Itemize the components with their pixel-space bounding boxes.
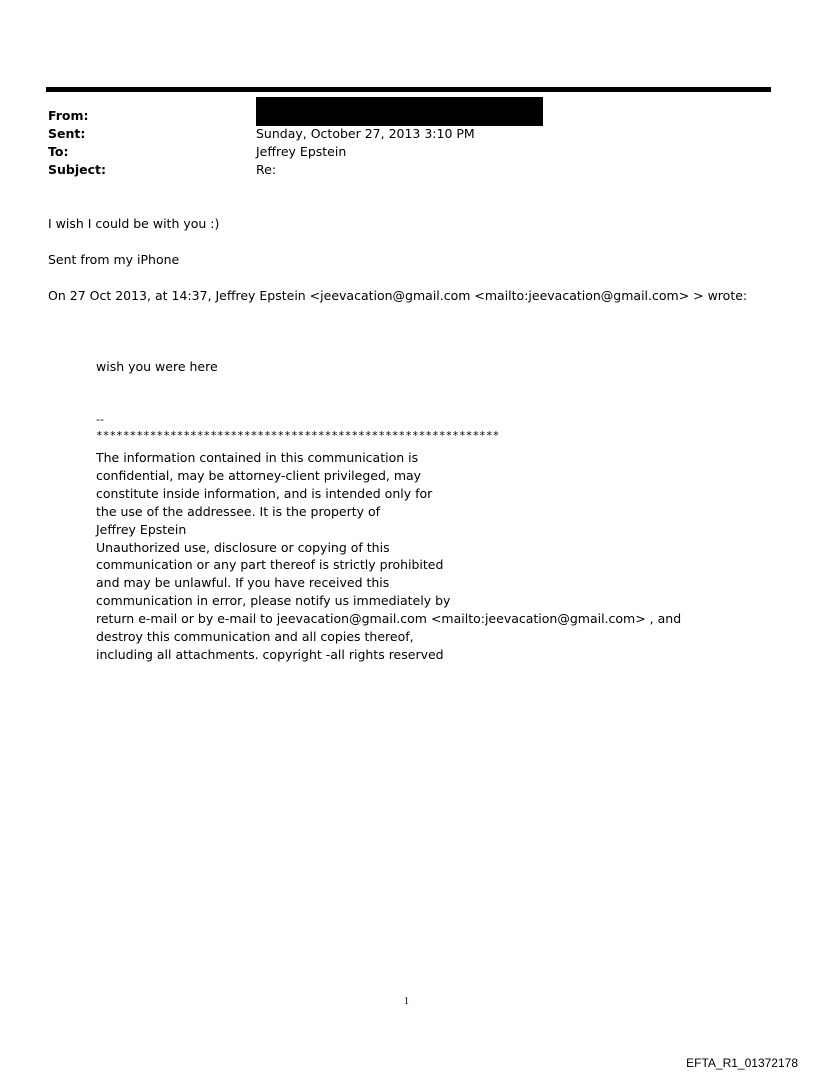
disclaimer-line: Jeffrey Epstein	[96, 521, 187, 537]
disclaimer-line: return e-mail or by e-mail to jeevacation@gmail.com <mailto:jeevacation@gmail.com> , and	[96, 611, 682, 627]
to-value: Jeffrey Epstein	[256, 144, 347, 159]
disclaimer-line: destroy this communication and all copies thereof,	[96, 629, 414, 645]
from-label: From:	[48, 108, 89, 123]
signature-stars: ************************************************************	[96, 429, 500, 442]
page-number: 1	[404, 996, 409, 1007]
subject-label: Subject:	[48, 162, 106, 177]
sent-value: Sunday, October 27, 2013 3:10 PM	[256, 126, 475, 141]
document-id: EFTA_R1_01372178	[686, 1056, 798, 1070]
disclaimer-line: the use of the addressee. It is the property of	[96, 503, 381, 519]
disclaimer-line: including all attachments. copyright -all rights reserved	[96, 646, 444, 662]
header-rule	[46, 87, 771, 92]
disclaimer-line: Unauthorized use, disclosure or copying of this	[96, 539, 390, 555]
disclaimer	[96, 449, 681, 664]
message-line: I wish I could be with you :)	[48, 216, 220, 231]
sent-label: Sent:	[48, 126, 86, 141]
disclaimer-line: The information contained in this communication is	[96, 450, 419, 465]
disclaimer-line: communication or any part thereof is strictly prohibited	[96, 557, 444, 573]
signature-dash: --	[96, 413, 104, 426]
to-label: To:	[48, 144, 69, 159]
quoted-message: wish you were here	[96, 359, 218, 374]
disclaimer-line: and may be unlawful. If you have received this	[96, 575, 390, 591]
disclaimer-line: constitute inside information, and is intended only for	[96, 485, 433, 501]
disclaimer-line: confidential, may be attorney-client privileged, may	[96, 467, 422, 483]
redaction-box	[256, 97, 543, 126]
signature-line: Sent from my iPhone	[48, 252, 180, 267]
reply-header-line: On 27 Oct 2013, at 14:37, Jeffrey Epstein <jeevacation@gmail.com <mailto:jeevacation@gmail.com> > wrote:	[48, 288, 748, 303]
disclaimer-line: communication in error, please notify us immediately by	[96, 593, 451, 609]
subject-value: Re:	[256, 162, 277, 177]
